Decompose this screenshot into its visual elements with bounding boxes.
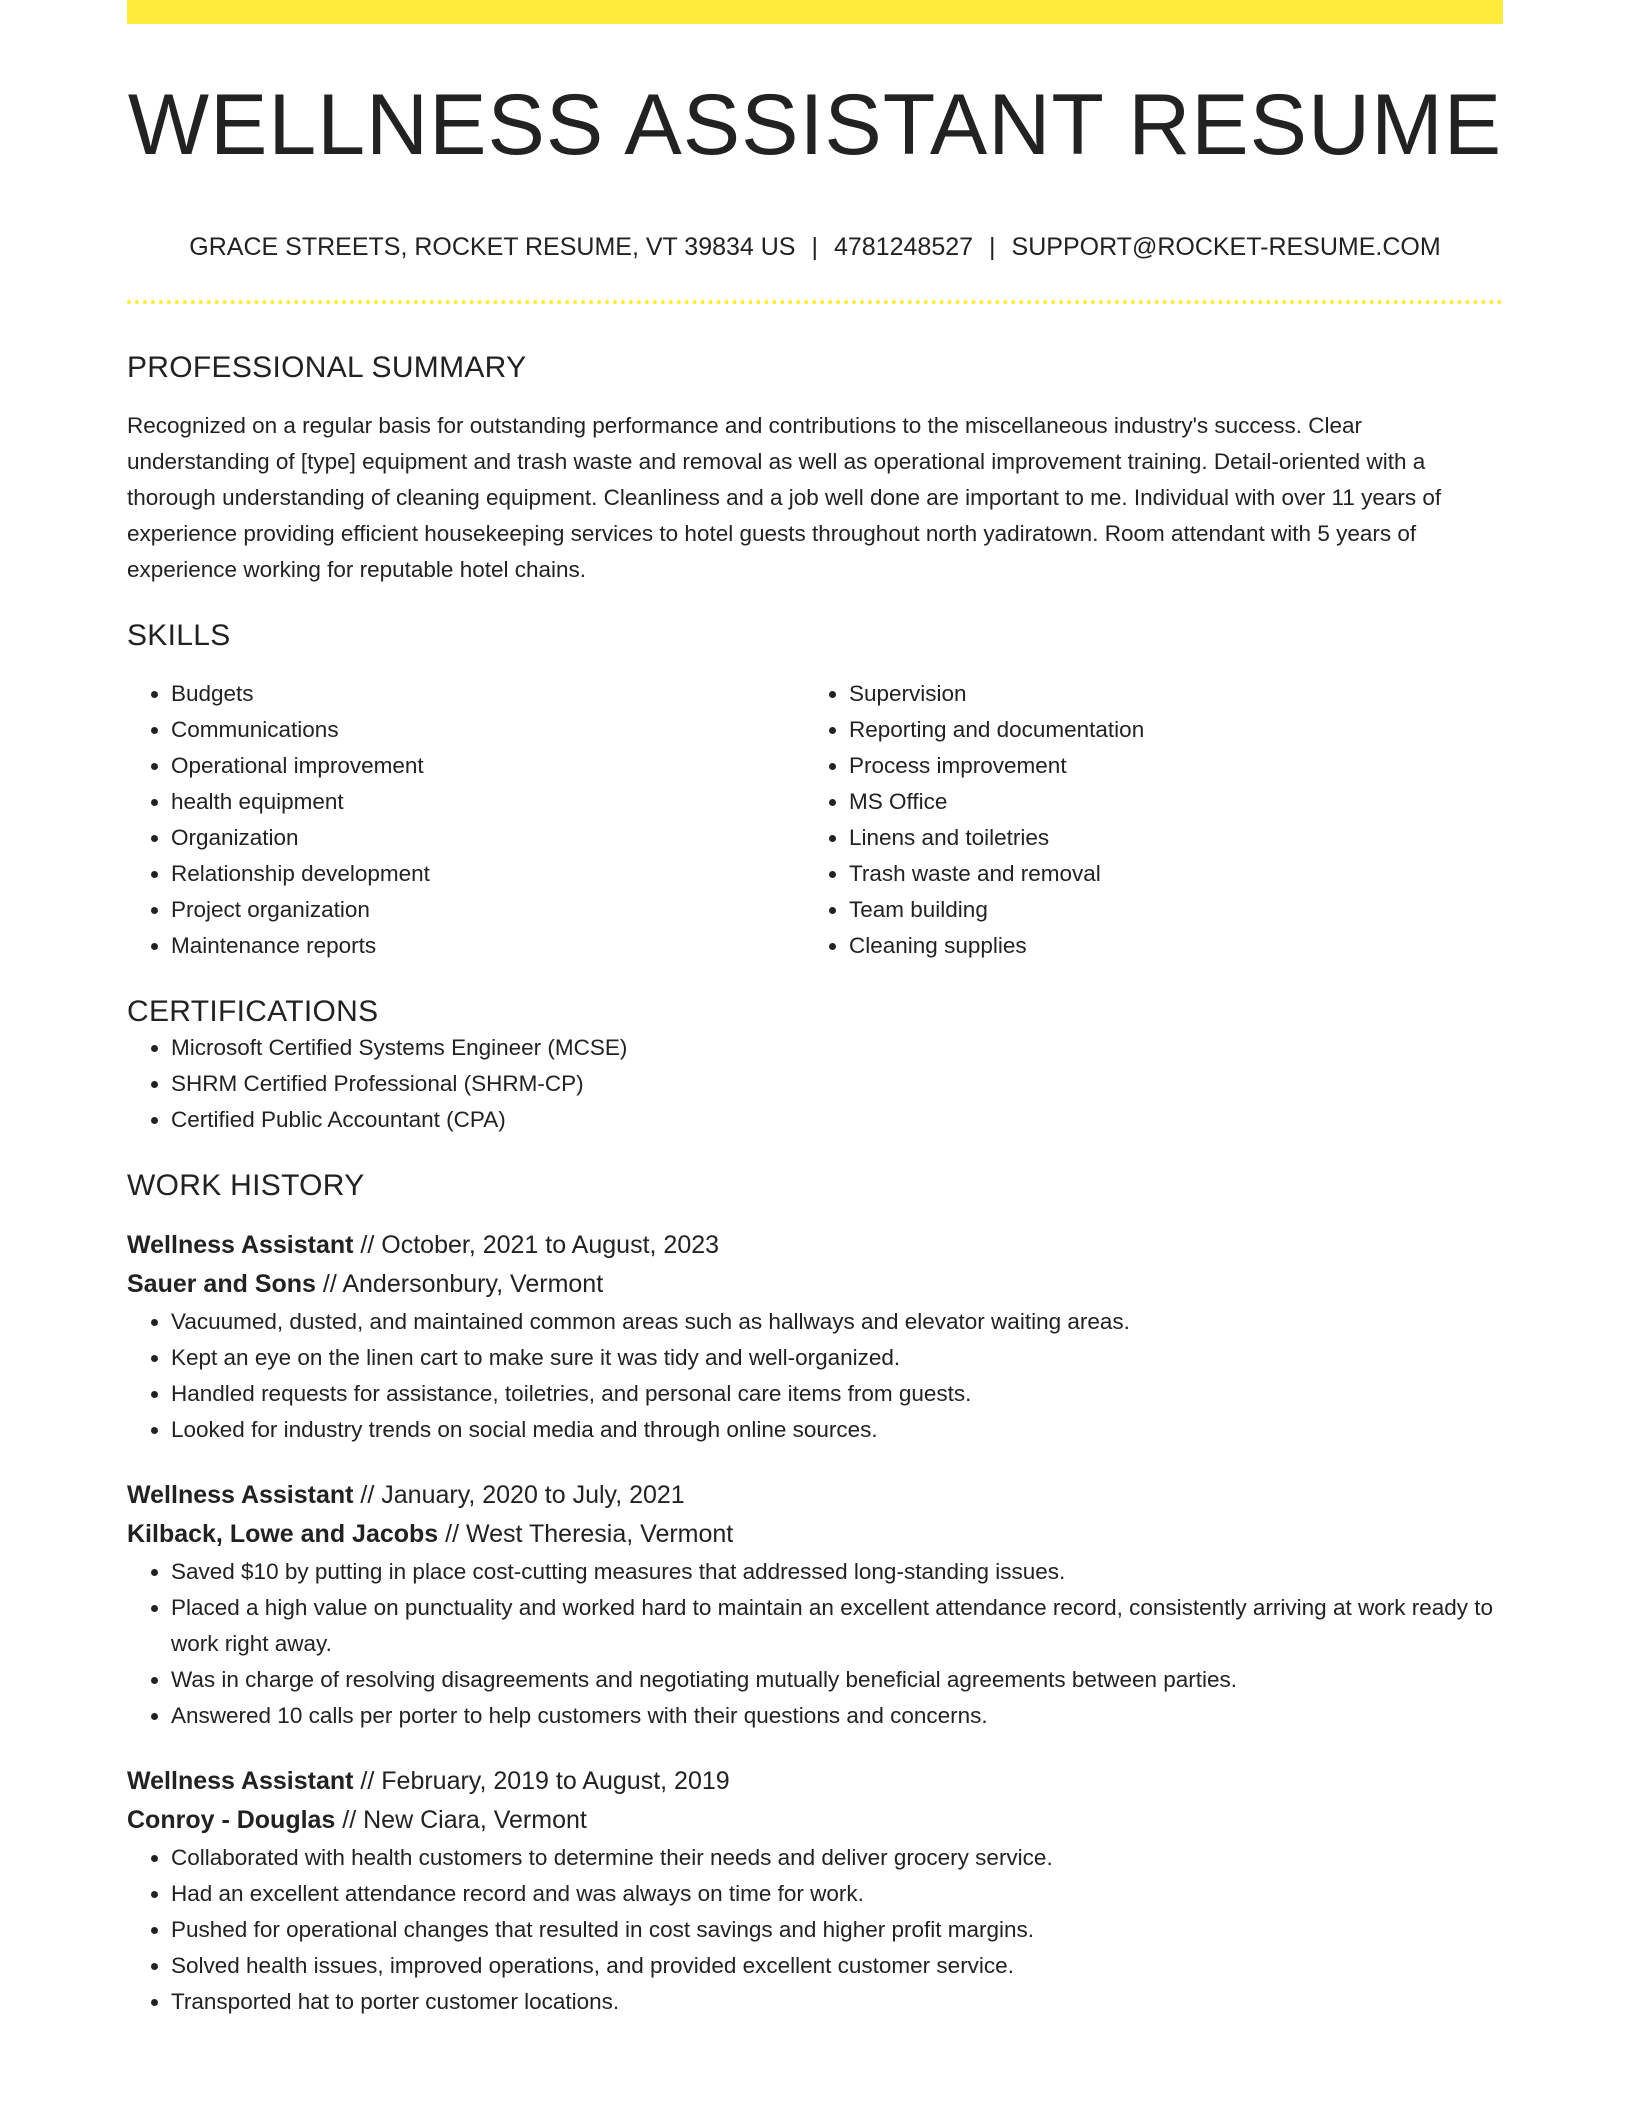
job-location: // Andersonbury, Vermont	[315, 1270, 604, 1298]
separator: |	[989, 233, 996, 261]
resume-page	[127, 0, 1503, 2020]
job-role: Wellness Assistant	[127, 1231, 354, 1259]
skill-item: • Process improvement	[849, 748, 1483, 784]
skills-heading: SKILLS	[127, 619, 231, 652]
skill-item: • Communications	[171, 712, 805, 748]
separator: |	[811, 233, 818, 261]
job-title-line	[127, 1226, 1503, 1265]
skill-item: • MS Office	[849, 784, 1483, 820]
job-location: // New Ciara, Vermont	[335, 1806, 587, 1834]
summary-text: Recognized on a regular basis for outstanding performance and contributions to the miscellaneous industry's success. Clear understanding of [type] equipment and trash waste and removal as well as operational improvement training. Detail-oriented with a thorough understanding of cleaning equipment. Cleanliness and a job well done are important to me. Individual with over 11 years of experience providing efficient housekeeping services to hotel guests throughout north yadiratown. Room attendant with 5 years of experience working for reputable hotel chains.	[127, 413, 1442, 582]
certifications-list	[127, 1030, 1503, 1138]
contact-line	[127, 232, 1503, 262]
job-bullet: • Collaborated with health customers to determine their needs and deliver grocery service.	[171, 1840, 1503, 1876]
job-company: Conroy - Douglas	[127, 1806, 336, 1834]
work-history-heading: WORK HISTORY	[127, 1169, 365, 1202]
skill-item: • Budgets	[171, 676, 805, 712]
job-bullet: • Kept an eye on the linen cart to make sure it was tidy and well-organized.	[171, 1340, 1503, 1376]
job-company: Sauer and Sons	[127, 1270, 316, 1298]
skill-item: • Relationship development	[171, 856, 805, 892]
email: SUPPORT@ROCKET-RESUME.COM	[1011, 233, 1441, 261]
job-bullet-list	[127, 1304, 1503, 1448]
job-location: // West Theresia, Vermont	[438, 1520, 734, 1548]
job-bullet: • Answered 10 calls per porter to help customers with their questions and concerns.	[171, 1698, 1503, 1734]
job-role: Wellness Assistant	[127, 1481, 354, 1509]
skills-right-list	[805, 676, 1483, 964]
summary-heading: PROFESSIONAL SUMMARY	[127, 351, 527, 384]
job-role: Wellness Assistant	[127, 1767, 354, 1795]
job-company: Kilback, Lowe and Jacobs	[127, 1520, 439, 1548]
job-bullet: • Had an excellent attendance record and was always on time for work.	[171, 1876, 1503, 1912]
skill-item: • health equipment	[171, 784, 805, 820]
job-bullet: • Placed a high value on punctuality and worked hard to maintain an excellent attendance record, consistently arriving at work ready to work right away.	[171, 1590, 1503, 1662]
job-company-line	[127, 1515, 1503, 1554]
job-bullet: • Looked for industry trends on social media and through online sources.	[171, 1412, 1503, 1448]
job-bullet-list	[127, 1554, 1503, 1734]
resume-title: WELLNESS ASSISTANT RESUME	[127, 77, 1503, 173]
job-dates: // February, 2019 to August, 2019	[353, 1767, 730, 1795]
skill-item: • Team building	[849, 892, 1483, 928]
job-bullet: • Pushed for operational changes that resulted in cost savings and higher profit margins.	[171, 1912, 1503, 1948]
job-title-line	[127, 1762, 1503, 1801]
top-accent-bar	[127, 0, 1503, 24]
skill-item: • Supervision	[849, 676, 1483, 712]
certification-item: • Certified Public Accountant (CPA)	[171, 1102, 1503, 1138]
skill-item: • Cleaning supplies	[849, 928, 1483, 964]
certification-item: • Microsoft Certified Systems Engineer (MCSE)	[171, 1030, 1503, 1066]
job-bullet: • Handled requests for assistance, toiletries, and personal care items from guests.	[171, 1376, 1503, 1412]
job-company-line	[127, 1801, 1503, 1840]
dotted-divider	[127, 300, 1503, 304]
skills-left-list	[127, 676, 805, 964]
skill-item: • Operational improvement	[171, 748, 805, 784]
skill-item: • Project organization	[171, 892, 805, 928]
job-dates: // October, 2021 to August, 2023	[353, 1231, 720, 1259]
job-bullet: • Transported hat to porter customer locations.	[171, 1984, 1503, 2020]
job-dates: // January, 2020 to July, 2021	[353, 1481, 685, 1509]
certification-item: • SHRM Certified Professional (SHRM-CP)	[171, 1066, 1503, 1102]
address: GRACE STREETS, ROCKET RESUME, VT 39834 US	[189, 233, 796, 261]
job-bullet: • Vacuumed, dusted, and maintained common areas such as hallways and elevator waiting areas.	[171, 1304, 1503, 1340]
job-bullet: • Solved health issues, improved operations, and provided excellent customer service.	[171, 1948, 1503, 1984]
skill-item: • Linens and toiletries	[849, 820, 1483, 856]
job-bullet: • Was in charge of resolving disagreements and negotiating mutually beneficial agreements between parties.	[171, 1662, 1503, 1698]
skill-item: • Reporting and documentation	[849, 712, 1483, 748]
job-title-line	[127, 1476, 1503, 1515]
job-bullet: • Saved $10 by putting in place cost-cutting measures that addressed long-standing issues.	[171, 1554, 1503, 1590]
skills-columns	[127, 676, 1503, 964]
skill-item: • Organization	[171, 820, 805, 856]
certifications-heading: CERTIFICATIONS	[127, 995, 379, 1028]
job-company-line	[127, 1265, 1503, 1304]
skill-item: • Maintenance reports	[171, 928, 805, 964]
skill-item: • Trash waste and removal	[849, 856, 1483, 892]
phone: 4781248527	[834, 233, 974, 261]
job-bullet-list	[127, 1840, 1503, 2020]
